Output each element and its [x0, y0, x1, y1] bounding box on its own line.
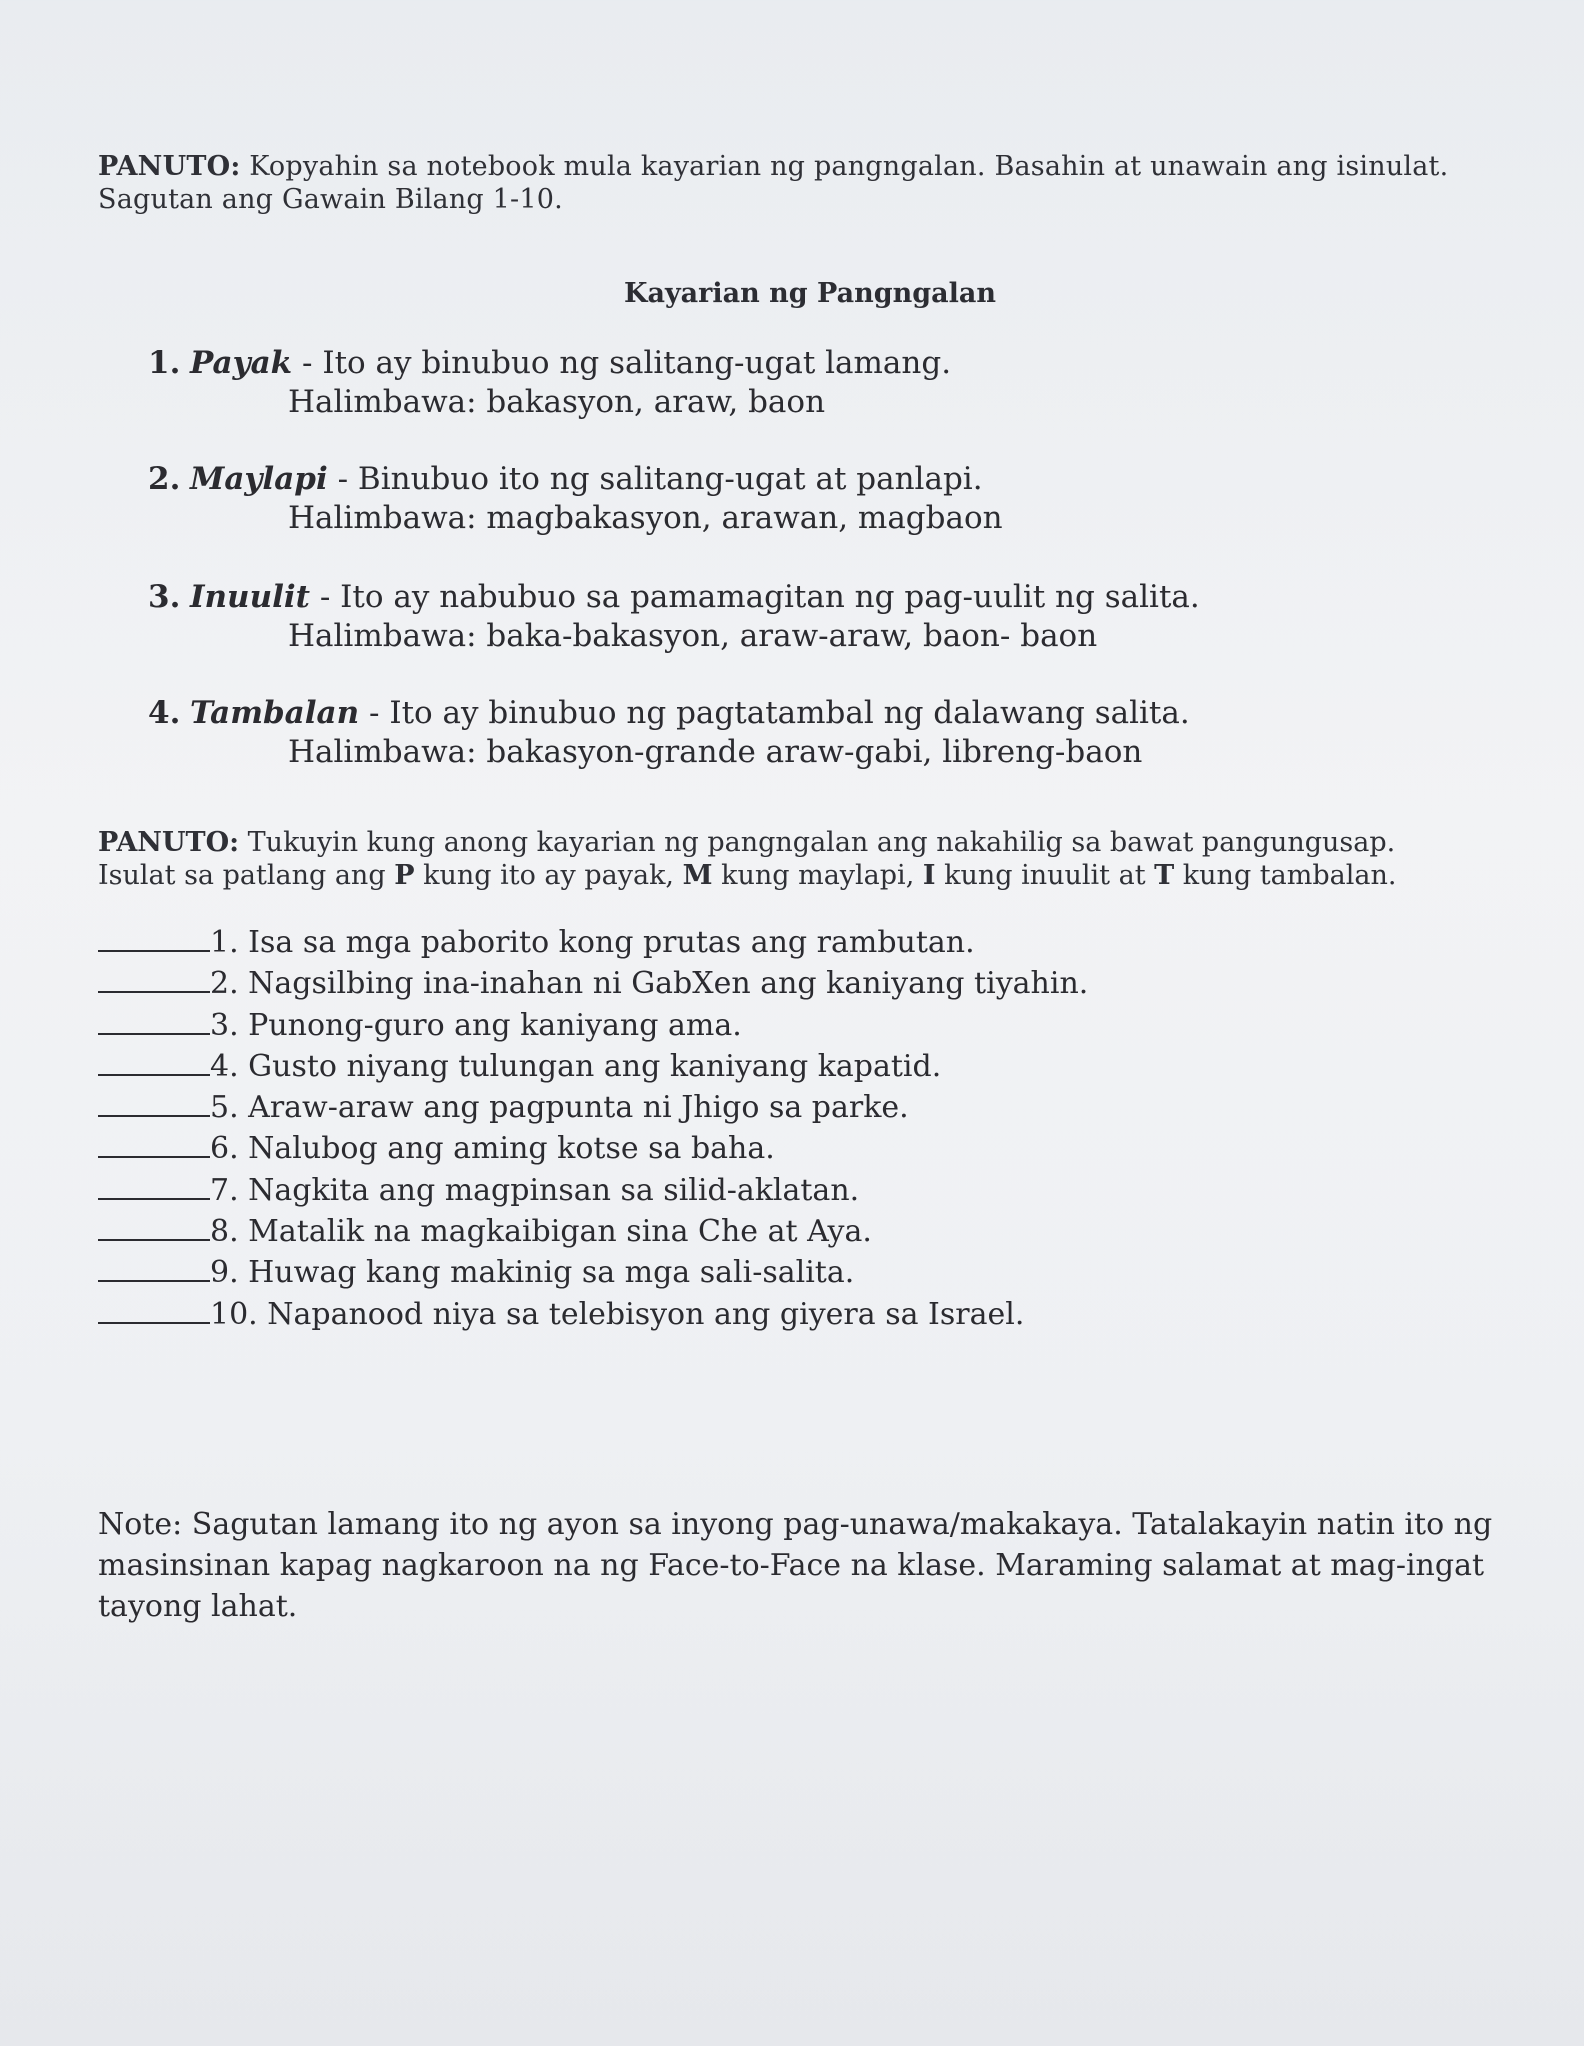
- definition-term: Maylapi: [190, 461, 328, 497]
- instruction-2-text: Isulat sa patlang ang: [98, 860, 395, 891]
- exercise-item: [98, 922, 1498, 963]
- definition-number: 1.: [148, 345, 181, 381]
- exercise-item: [98, 1087, 1498, 1128]
- definition-description: - Ito ay nabubuo sa pamamagitan ng pag-uulit ng salita.: [310, 579, 1200, 615]
- exercise-item: [98, 1252, 1498, 1293]
- exercise-sentence: 1. Isa sa mga paborito kong prutas ang rambutan.: [210, 925, 975, 960]
- exercise-list: [98, 922, 1498, 1335]
- code-p: P: [394, 860, 415, 891]
- definition-maylapi: [148, 460, 1448, 538]
- instruction-1-text: Kopyahin sa notebook mula kayarian ng pangngalan. Basahin at unawain ang isinulat. Sagutan ang Gawain Bilang 1-10.: [98, 151, 1449, 215]
- exercise-sentence: 5. Araw-araw ang pagpunta ni Jhigo sa parke.: [210, 1090, 909, 1126]
- definition-term: Inuulit: [190, 579, 310, 615]
- exercise-item: [98, 1294, 1498, 1335]
- definition-term: Payak: [190, 345, 293, 381]
- exercise-sentence: 10. Napanood niya sa telebisyon ang giyera sa Israel.: [210, 1296, 1025, 1332]
- instruction-2-text: kung inuulit at: [935, 860, 1155, 891]
- exercise-item: [98, 1170, 1498, 1211]
- code-m: M: [682, 860, 713, 891]
- code-i: I: [922, 860, 936, 891]
- exercise-item: [98, 1128, 1498, 1169]
- definition-payak: [148, 344, 1448, 422]
- definition-example: Halimbawa: bakasyon, araw, baon: [288, 384, 826, 420]
- exercise-sentence: 3. Punong-guro ang kaniyang ama.: [210, 1007, 742, 1043]
- instruction-2-line1: Tukuyin kung anong kayarian ng pangngalan ang nakahilig sa bawat pangungusap.: [239, 827, 1396, 858]
- definition-example: Halimbawa: bakasyon-grande araw-gabi, libreng-baon: [288, 734, 1143, 770]
- instruction-1: [98, 150, 1518, 216]
- instruction-2-text: kung ito ay payak,: [414, 860, 683, 891]
- exercise-sentence: 9. Huwag kang makinig sa mga sali-salita.: [210, 1255, 855, 1291]
- definition-number: 3.: [148, 579, 181, 615]
- answer-blank[interactable]: [98, 1091, 210, 1117]
- instruction-2-label: PANUTO:: [98, 827, 240, 858]
- definition-term: Tambalan: [190, 695, 360, 731]
- answer-blank[interactable]: [98, 1132, 210, 1158]
- definition-description: - Ito ay binubuo ng pagtatambal ng dalawang salita.: [359, 695, 1190, 731]
- exercise-item: [98, 963, 1498, 1004]
- instruction-2-text: kung maylapi,: [712, 860, 923, 891]
- answer-blank[interactable]: [98, 1009, 210, 1035]
- exercise-sentence: 7. Nagkita ang magpinsan sa silid-aklatan.: [210, 1172, 860, 1208]
- definition-number: 2.: [148, 461, 181, 497]
- definition-inuulit: [148, 578, 1448, 656]
- answer-blank[interactable]: [98, 1298, 210, 1324]
- exercise-item: [98, 1211, 1498, 1252]
- exercise-sentence: 8. Matalik na magkaibigan sina Che at Aya.: [210, 1214, 872, 1250]
- exercise-item: [98, 1046, 1498, 1087]
- closing-note: Note: Sagutan lamang ito ng ayon sa inyong pag-unawa/makakaya. Tatalakayin natin ito ng masinsinan kapag nagkaroon na ng Face-to-Face na klase. Maraming salamat at mag-ingat tayong lahat.: [98, 1507, 1493, 1624]
- answer-blank[interactable]: [98, 967, 210, 993]
- definition-number: 4.: [148, 695, 181, 731]
- instruction-2-text: kung tambalan.: [1174, 860, 1397, 891]
- answer-blank[interactable]: [98, 1256, 210, 1282]
- instruction-1-label: PANUTO:: [98, 151, 241, 182]
- definition-tambalan: [148, 694, 1448, 772]
- answer-blank[interactable]: [98, 1174, 210, 1200]
- answer-blank[interactable]: [98, 1050, 210, 1076]
- answer-blank[interactable]: [98, 926, 210, 952]
- section-title: Kayarian ng Pangngalan: [623, 278, 997, 309]
- exercise-item: [98, 1005, 1498, 1046]
- exercise-sentence: 6. Nalubog ang aming kotse sa baha.: [210, 1131, 775, 1167]
- definition-example: Halimbawa: magbakasyon, arawan, magbaon: [288, 500, 1003, 536]
- instruction-2: [98, 826, 1518, 892]
- definition-example: Halimbawa: baka-bakasyon, araw-araw, baon- baon: [288, 618, 1098, 654]
- exercise-sentence: 2. Nagsilbing ina-inahan ni GabXen ang kaniyang tiyahin.: [210, 966, 1089, 1002]
- answer-blank[interactable]: [98, 1215, 210, 1241]
- exercise-sentence: 4. Gusto niyang tulungan ang kaniyang kapatid.: [210, 1048, 942, 1084]
- definition-description: - Ito ay binubuo ng salitang-ugat lamang.: [292, 345, 952, 381]
- code-t: T: [1154, 860, 1175, 891]
- definition-description: - Binubuo ito ng salitang-ugat at panlapi.: [327, 461, 983, 497]
